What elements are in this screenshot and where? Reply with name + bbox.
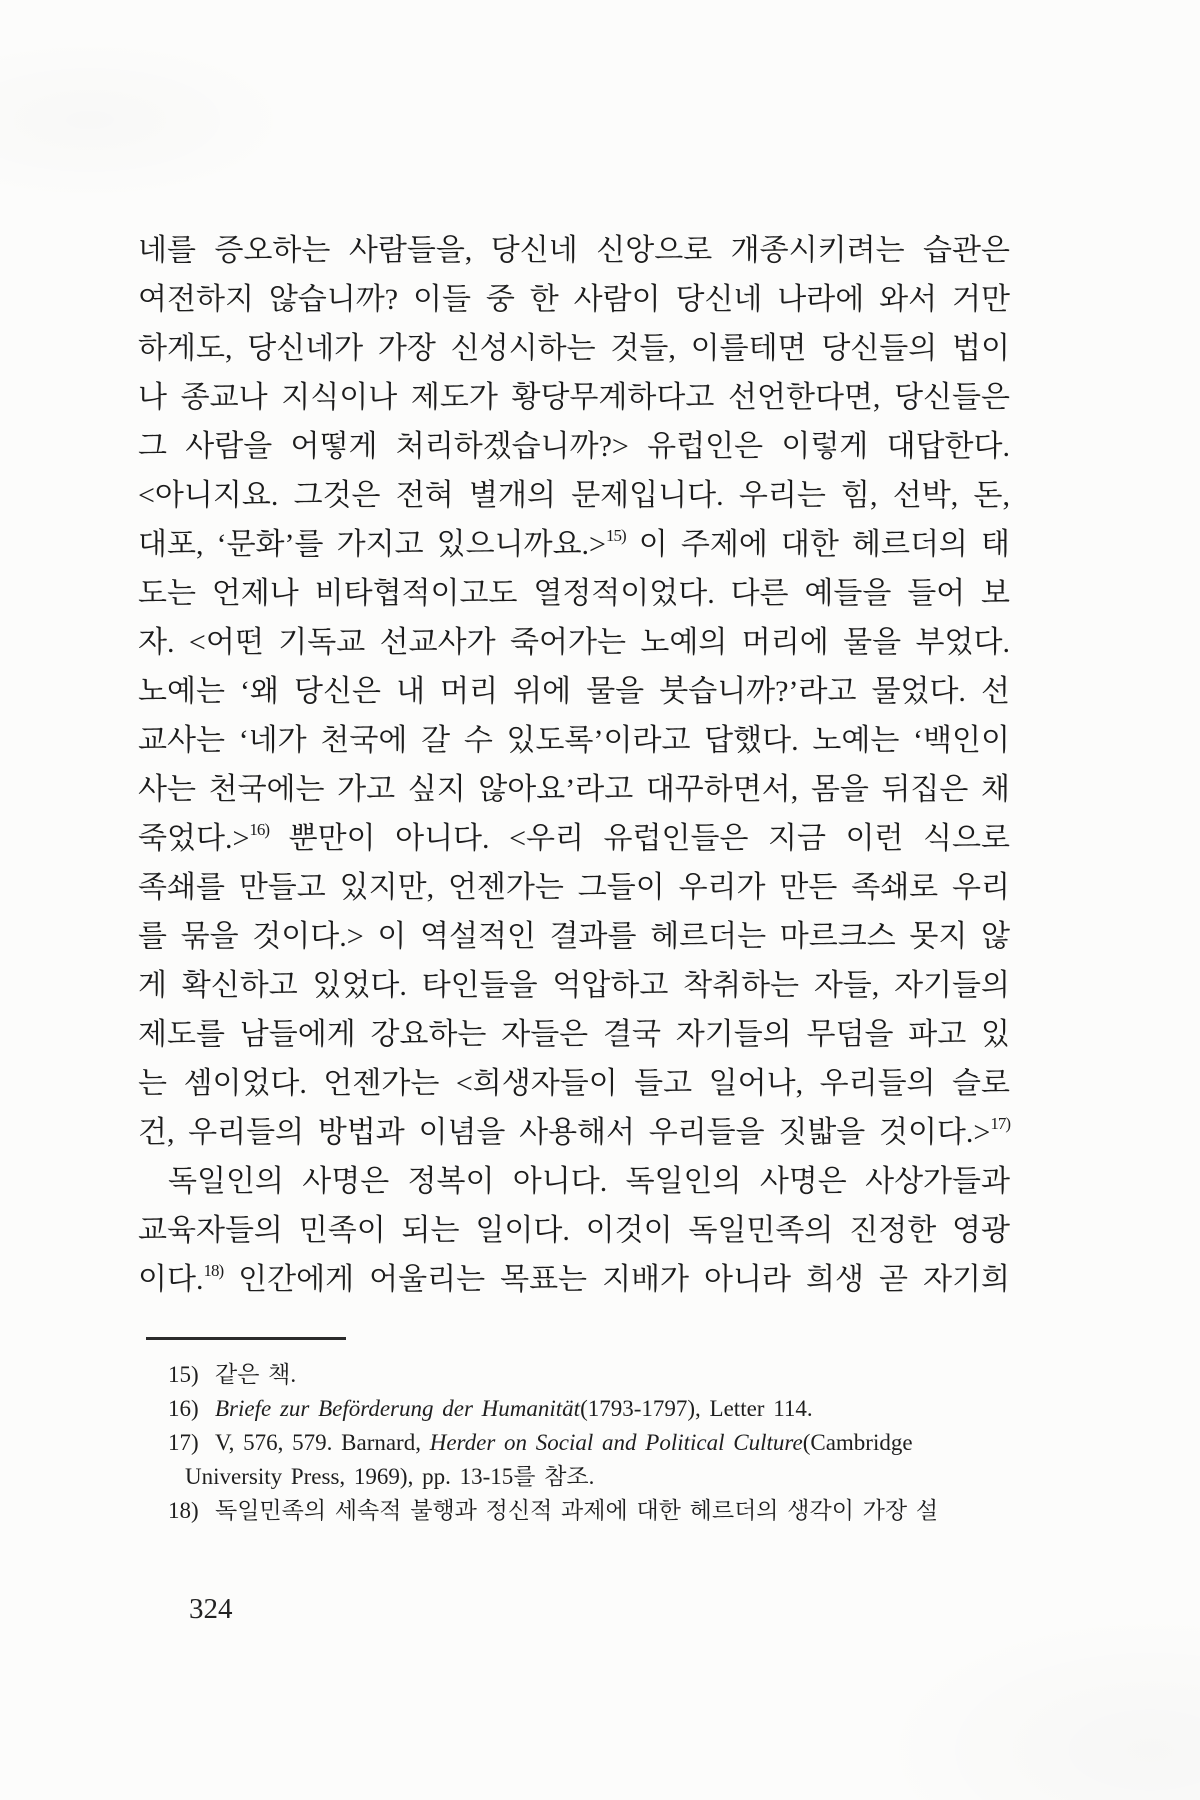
text-line-with-footnote-ref-17: 건, 우리들의 방법과 이념을 사용해서 우리들을 짓밟을 것이다.>$^{17)}$ [138, 1114, 1010, 1149]
text-line: 교육자들의 민족이 되는 일이다. 이것이 독일민족의 진정한 영광 [138, 1214, 1010, 1247]
text-line: 여전하지 않습니까? 이들 중 한 사람이 당신네 나라에 와서 거만 [138, 283, 1010, 316]
footnote-text: Briefe zur Beförderung der Humanität(1793-1797), Letter 114. [215, 1396, 813, 1421]
paragraph-start-line: 독일인의 사명은 정복이 아니다. 독일인의 사명은 사상가들과 [168, 1165, 1010, 1198]
text-line: 그 사람을 어떻게 처리하겠습니까?> 유럽인은 이렇게 대답한다. [138, 430, 1010, 463]
footnote-ref-15: 15) [605, 526, 626, 545]
footnote-16 [168, 1392, 1016, 1426]
footnote-18 [168, 1494, 1016, 1528]
footnote-17-continuation: University Press, 1969), pp. 13-15를 참조. [185, 1464, 595, 1489]
footnote-label: 17) [168, 1430, 199, 1455]
text-line: 사는 천국에는 가고 싶지 않아요’라고 대꾸하면서, 몸을 뒤집은 채 [138, 773, 1010, 806]
footnotes-block [168, 1358, 1016, 1528]
footnote-ref-17: 17) [990, 1114, 1010, 1133]
text-line: <아니지요. 그것은 전혀 별개의 문제입니다. 우리는 힘, 선박, 돈, [138, 479, 1010, 512]
footnote-text: 독일민족의 세속적 불행과 정신적 과제에 대한 헤르더의 생각이 가장 설 [215, 1498, 939, 1523]
footnote-15 [168, 1358, 1016, 1392]
text-line: 도는 언제나 비타협적이고도 열정적이었다. 다른 예들을 들어 보 [138, 577, 1010, 610]
text-line-with-footnote-ref-15: 대포, ‘문화’를 가지고 있으니까요.>$^{15)}$ 이 주제에 대한 헤르더의 태 [138, 526, 1011, 561]
footnote-17 [168, 1426, 1016, 1460]
text-line-with-footnote-ref-16: 죽었다.>$^{16)}$ 뿐만이 아니다. <우리 유럽인들은 지금 이런 식으로 [138, 820, 1010, 855]
page-number: 324 [189, 1593, 233, 1625]
footnote-ref-16: 16) [249, 820, 270, 839]
footnote-label: 15) [168, 1362, 199, 1387]
text-line: 자. <어떤 기독교 선교사가 죽어가는 노예의 머리에 물을 부었다. [138, 626, 1010, 659]
text-line: 게 확신하고 있었다. 타인들을 억압하고 착취하는 자들, 자기들의 [138, 969, 1010, 1002]
footnote-label: 16) [168, 1396, 199, 1421]
text-line-with-footnote-ref-18: 이다.$^{18)}$ 인간에게 어울리는 목표는 지배가 아니라 희생 곧 자기희 [138, 1261, 1010, 1296]
footnote-separator [146, 1337, 346, 1340]
text-line: 노예는 ‘왜 당신은 내 머리 위에 물을 붓습니까?’라고 물었다. 선 [138, 675, 1010, 708]
footnote-label: 18) [168, 1498, 199, 1523]
body-text [138, 226, 1010, 1304]
text-line: 하게도, 당신네가 가장 신성시하는 것들, 이를테면 당신들의 법이 [138, 332, 1010, 365]
footnote-text: V, 576, 579. Barnard, Herder on Social and Political Culture(Cambridge [215, 1430, 913, 1455]
text-line: 는 셈이었다. 언젠가는 <희생자들이 들고 일어나, 우리들의 슬로 [138, 1067, 1010, 1100]
text-line: 교사는 ‘네가 천국에 갈 수 있도록’이라고 답했다. 노예는 ‘백인이 [138, 724, 1010, 757]
text-line: 를 묶을 것이다.> 이 역설적인 결과를 헤르더는 마르크스 못지 않 [138, 920, 1010, 953]
text-line: 나 종교나 지식이나 제도가 황당무계하다고 선언한다면, 당신들은 [138, 381, 1010, 414]
footnote-text: 같은 책. [215, 1362, 297, 1387]
text-line: 제도를 남들에게 강요하는 자들은 결국 자기들의 무덤을 파고 있 [138, 1018, 1010, 1051]
footnote-ref-18: 18) [203, 1261, 224, 1280]
text-line: 네를 증오하는 사람들을, 당신네 신앙으로 개종시키려는 습관은 [138, 234, 1010, 267]
text-line: 족쇄를 만들고 있지만, 언젠가는 그들이 우리가 만든 족쇄로 우리 [138, 871, 1010, 904]
